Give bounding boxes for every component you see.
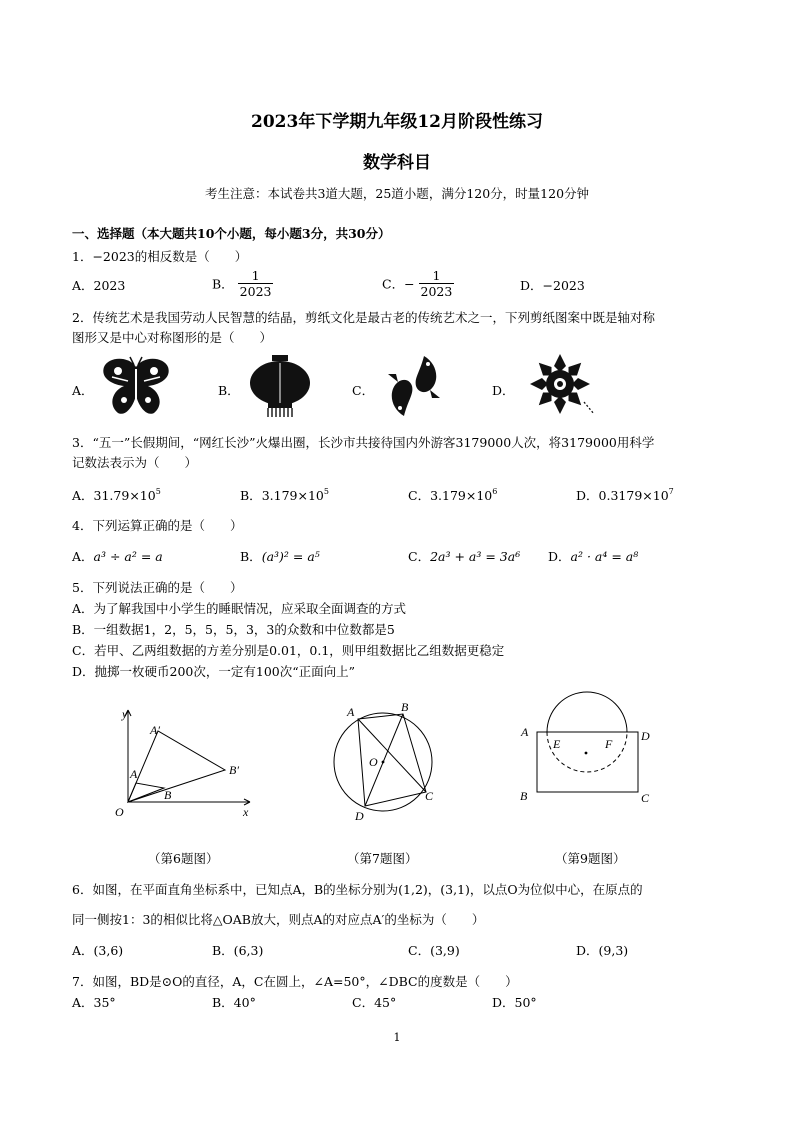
q7-option-a: A．35° (72, 995, 116, 1010)
q2-option-d: D． (492, 383, 515, 398)
subject-title: 数学科目 (363, 153, 431, 173)
q6-option-d: D．(9,3) (576, 943, 629, 958)
fig6-label-o: O (115, 805, 124, 819)
fig6-coordinate-diagram (100, 700, 270, 830)
q2-option-b: B． (218, 383, 240, 398)
q2-option-c: C． (352, 383, 375, 398)
snowflake-papercut-icon (522, 352, 602, 420)
q2-option-a: A． (72, 383, 94, 398)
q5-option-b: B．一组数据1，2，5，5，5，3，3的众数和中位数都是5 (72, 622, 395, 637)
fig9-label-b: B (520, 789, 528, 803)
q3-option-b: B．$3.179\times 10^5$ (240, 487, 329, 503)
q3-stem-line1: 3．“五一”长假期间，“网红长沙”火爆出圈，长沙市共接待国内外游客3179000人次，将3179000用科学 (72, 435, 655, 450)
lantern-papercut-icon (244, 355, 316, 417)
fig6-caption: （第6题图） (148, 851, 219, 866)
fig9-label-f: F (605, 737, 613, 751)
q3-option-a: A．$31.79\times 10^5$ (72, 487, 161, 503)
fig9-label-a: A (521, 725, 529, 739)
fig7-label-a: A (347, 705, 355, 719)
koi-fish-papercut-icon (384, 352, 444, 420)
fig9-caption: （第9题图） (555, 851, 626, 866)
q6-stem-line1: 6．如图，在平面直角坐标系中，已知点A，B的坐标分别为(1,2)，(3,1)，以点O为位似中心，在原点的 (72, 882, 643, 897)
q4-option-b: B．(a³)² = a⁵ (240, 549, 320, 564)
q6-option-b: B．(6,3) (212, 943, 264, 958)
fig6-label-b: B (164, 788, 172, 802)
fig7-label-c: C (425, 789, 434, 803)
fig6-label-a-prime: A′ (150, 723, 160, 737)
q1-option-d: D．−2023 (520, 278, 585, 293)
fig6-label-b-prime: B′ (229, 763, 239, 777)
q3-option-d: D．$0.3179\times 10^7$ (576, 487, 674, 503)
q3-stem-line2: 记数法表示为（ ） (72, 455, 198, 470)
fig6-label-x: x (243, 805, 249, 819)
q5-stem: 5．下列说法正确的是（ ） (72, 580, 243, 595)
fig9-rectangle-circle-diagram (515, 710, 665, 810)
q2-stem-line2: 图形又是中心对称图形的是（ ） (72, 330, 273, 345)
fig7-caption: （第7题图） (347, 851, 418, 866)
fig7-circle-diagram (325, 700, 450, 828)
q4-option-d: D．a² · a⁴ = a⁸ (548, 549, 639, 564)
fig9-label-d: D (641, 729, 650, 743)
q4-stem: 4．下列运算正确的是（ ） (72, 518, 243, 533)
section-heading: 一、选择题（本大题共10个小题，每小题3分，共30分） (72, 226, 391, 241)
fig7-label-b: B (401, 700, 409, 714)
q1-stem: 1．−2023的相反数是（ ） (72, 249, 248, 264)
q6-stem-line2: 同一侧按1：3的相似比将△OAB放大，则点A的对应点A′的坐标为（ ） (72, 912, 485, 927)
fig9-label-e: E (553, 737, 561, 751)
q5-option-d: D．抛掷一枚硬币200次，一定有100次“正面向上” (72, 664, 356, 679)
q5-option-c: C．若甲、乙两组数据的方差分别是0.01，0.1，则甲组数据比乙组数据更稳定 (72, 643, 505, 658)
q4-option-c: C．2a³ + a³ = 3a⁶ (408, 549, 521, 564)
q4-option-a: A．a³ ÷ a² = a (72, 549, 163, 564)
butterfly-papercut-icon (100, 355, 172, 417)
exam-title: 2023年下学期九年级12月阶段性练习 (251, 112, 543, 132)
q1-option-a: A．2023 (72, 278, 126, 293)
q7-option-b: B．40° (212, 995, 256, 1010)
page-number: 1 (393, 1031, 401, 1044)
exam-notice: 考生注意：本试卷共3道大题，25道小题，满分120分，时量120分钟 (204, 186, 590, 201)
q6-option-a: A．(3,6) (72, 943, 124, 958)
q7-option-d: D．50° (492, 995, 537, 1010)
q1-option-c: C．− $\frac{1}{2023}$ (382, 268, 453, 299)
fig6-label-y: y (122, 707, 128, 721)
q7-stem: 7．如图，BD是⊙O的直径，A，C在圆上，∠A=50°，∠DBC的度数是（ ） (72, 974, 518, 989)
q3-option-c: C．$3.179\times 10^6$ (408, 487, 498, 503)
fig7-label-o: O (369, 755, 378, 769)
q2-stem-line1: 2．传统艺术是我国劳动人民智慧的结晶，剪纸文化是最古老的传统艺术之一，下列剪纸图案中既是轴对称 (72, 310, 655, 325)
q6-option-c: C．(3,9) (408, 943, 460, 958)
fig9-label-c: C (641, 791, 650, 805)
q1-option-b: B． $\frac{1}{2023}$ (212, 268, 272, 299)
q7-option-c: C．45° (352, 995, 397, 1010)
fig7-label-d: D (355, 809, 364, 823)
fig6-label-a: A (130, 767, 138, 781)
q5-option-a: A．为了解我国中小学生的睡眠情况，应采取全面调查的方式 (72, 601, 407, 616)
